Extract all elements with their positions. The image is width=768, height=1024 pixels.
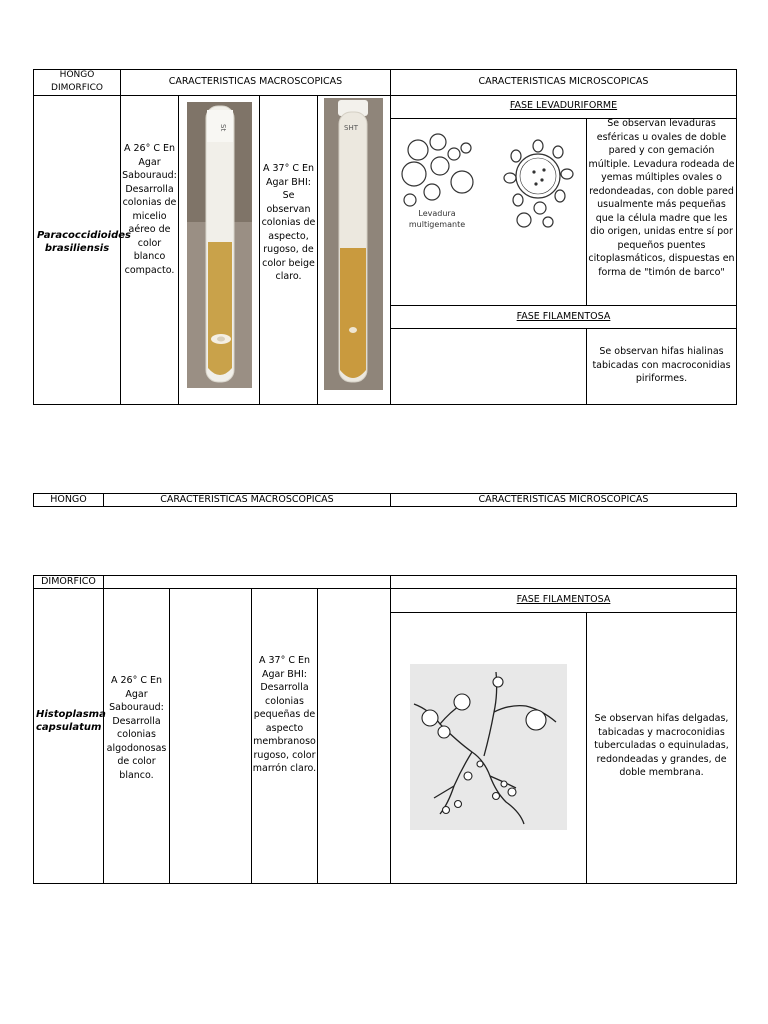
yeast-drawing-label: Levadura multigemante [408,209,466,229]
phase-filament-title: FASE FILAMENTOSA [516,311,611,322]
header-hongo-dimorfico: HONGO DIMORFICO [51,70,103,93]
culture-tube-26-photo [187,102,252,388]
macro-26-text: A 26° C En Agar Sabouraud: Desarrolla colonias de micelio aéreo de color blanco compacto. [122,143,177,276]
image2-37-cell [317,588,391,884]
filament-desc: Se observan hifas hialinas tabicadas con macroconidias piriformes. [592,346,731,384]
header3-cell-micro [390,575,737,589]
svg-text:St: St [219,124,227,132]
hyphae-desc: Se observan hifas delgadas, tabicadas y macroconidias tuberculadas o equinuladas, redondeadas y grandes, de doble membrana. [594,713,729,778]
fungus2-name-cell [33,588,104,884]
macro2-37-text: A 37° C En Agar BHI: Desarrolla colonias pequeñas de aspecto membranoso rugoso, color marrón claro. [252,655,317,774]
yeast-desc: Se observan levaduras esféricas u ovales de doble pared y con gemación múltiple. Levadura rodeada de yemas múltiples ovales o redondeadas, con doble pared usualmente más pequeñas que la célula madre que les dio origen, unidas entre sí por pequeños puentes citoplasmáticos, dispuestas en forma de "timón de barco" [588,118,735,278]
header3-dimorfico: DIMORFICO [41,576,96,587]
culture-tube-37-photo [324,98,383,390]
fungus-name: Paracoccidioides brasiliensis [37,230,131,254]
header2-microscopicas: CARACTERISTICAS MICROSCOPICAS [478,494,649,505]
header-microscopicas: CARACTERISTICAS MICROSCOPICAS [478,76,649,87]
svg-text:SHT: SHT [344,124,358,132]
header2-hongo: HONGO [50,494,87,505]
filament-image-cell [390,328,587,405]
phase2-filament-title: FASE FILAMENTOSA [516,594,611,605]
hyphae-drawing [410,664,567,830]
macro2-26-text: A 26° C En Agar Sabouraud: Desarrolla colonias algodonosas de color blanco. [106,675,167,781]
header3-cell-macro [103,575,391,589]
image2-26-cell [169,588,252,884]
header2-macroscopicas: CARACTERISTICAS MACROSCOPICAS [160,494,334,505]
fungus2-name: Histoplasma capsulatum [36,709,106,733]
macro-37-text: A 37° C En Agar BHI: Se observan colonias de aspecto, rugoso, de color beige claro. [261,163,316,282]
phase-yeast-title: FASE LEVADURIFORME [509,100,618,111]
header-macroscopicas: CARACTERISTICAS MACROSCOPICAS [168,76,343,87]
